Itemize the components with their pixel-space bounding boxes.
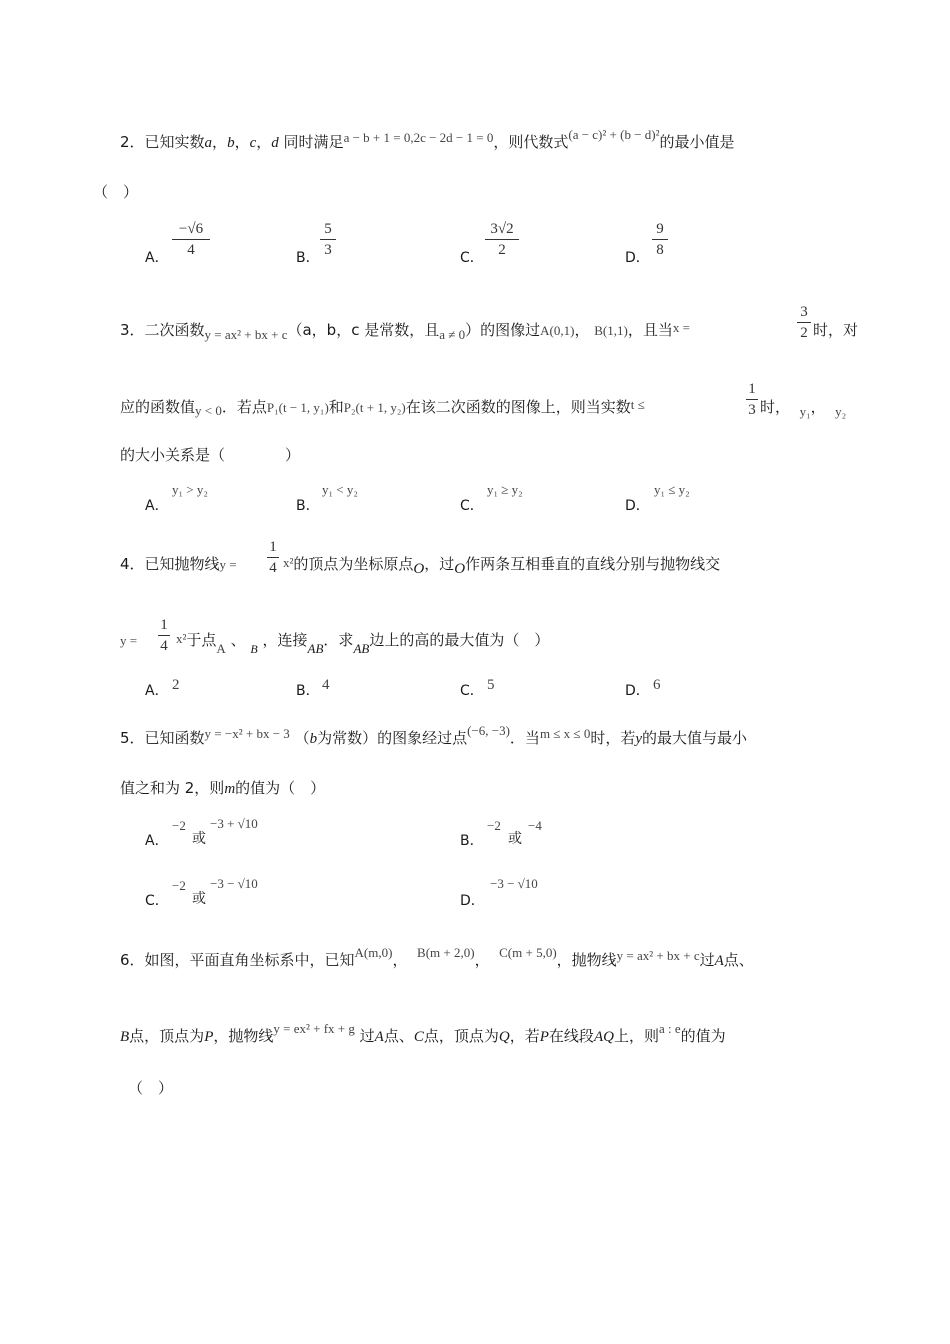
q6-stem-i: 点，顶点为 — [423, 1027, 499, 1045]
q3-point-b: B(1,1) — [594, 323, 628, 338]
q2-stem-b: 同时满足 — [283, 133, 344, 151]
q5-stem-f: 的最大值与最小 — [642, 729, 748, 747]
q4-l2-y-eq: y = — [120, 633, 138, 648]
q5-option-c-label: C． — [145, 893, 169, 909]
q3-comma2: ， — [810, 398, 826, 416]
q6-var-p: P — [204, 1029, 214, 1045]
q4-x2: x² — [283, 555, 294, 570]
q2-var-d: d — [271, 135, 279, 151]
q6-stem-h: 点、 — [383, 1027, 414, 1045]
q6-point-c: C(m + 5,0) — [499, 945, 557, 960]
q6-comma2: ， — [474, 951, 490, 969]
q6-comma1: ， — [392, 951, 408, 969]
q6-line1 — [120, 945, 754, 971]
q4-stem-e: 于点 — [186, 631, 217, 649]
q3-stem-f: 应的函数值 — [120, 398, 196, 416]
q3-y2: y₂ — [835, 404, 847, 419]
q2-expression: (a − c)² + (b − d)² — [568, 127, 660, 142]
q4-line1-a — [120, 554, 237, 575]
q5-option-a-or: 或 — [192, 831, 206, 847]
q6-point-a: A(m,0) — [354, 945, 393, 960]
q4-option-d-label: D． — [625, 683, 650, 699]
q6-var-c: C — [413, 1029, 424, 1045]
q4-l2-x2: x² — [176, 631, 187, 646]
q5-option-d-v1: −3 − √10 — [490, 876, 538, 891]
q5-point: (−6, −3) — [467, 723, 510, 738]
q3-t-frac — [746, 380, 758, 419]
q5-stem-a: 5．已知函数 — [120, 729, 205, 747]
q2-option-b-den: 3 — [324, 242, 332, 258]
q2-option-a-num: −√6 — [178, 221, 204, 237]
q3-option-c-value: y₁ ≥ y₂ — [487, 482, 523, 497]
q3-stem-g: ．若点 — [221, 398, 267, 416]
q2-stem-c: ，则代数式 — [493, 133, 569, 151]
q5-stem-c: 为常数）的图象经过点 — [317, 729, 468, 747]
q3-line2-tail — [760, 397, 846, 418]
q4-stem-i: 边上的高的最大值为（ ） — [369, 631, 550, 649]
q4-line1-b — [283, 554, 720, 575]
q6-var-b: B — [120, 1029, 130, 1045]
q3-option-b-value: y₁ < y₂ — [322, 482, 358, 497]
q5-stem-g: 值之和为 2，则 — [120, 779, 225, 797]
q3-x-eq: x = — [672, 320, 690, 335]
q5-var-m: m — [224, 781, 236, 797]
q3-x-frac — [797, 303, 811, 342]
q3-stem-h: 和 — [328, 398, 344, 416]
q3-t-num: 1 — [748, 381, 756, 397]
q3-stem-j: 时， — [760, 398, 791, 416]
q4-point-a: A — [216, 641, 226, 656]
q3-option-a-value: y₁ > y₂ — [172, 482, 208, 497]
q4-ab-2: AB — [353, 641, 370, 656]
q3-x-num: 3 — [800, 304, 808, 320]
q4-ab-1: AB — [307, 641, 324, 656]
q4-stem-c: ，过 — [424, 555, 455, 573]
q3-option-a-label: A． — [145, 498, 169, 514]
q5-option-a-label: A． — [145, 833, 169, 849]
q4-line2-b — [176, 630, 550, 656]
q3-stem-e: 时，对 — [813, 321, 859, 339]
q5-option-a-v1: −2 — [172, 818, 186, 833]
q6-stem-a: 6．如图，平面直角坐标系中，已知 — [120, 951, 355, 969]
q3-stem-b: （a，b，c 是常数，且 — [287, 321, 440, 339]
q6-stem-d: 点、 — [723, 951, 754, 969]
q3-cond: a ≠ 0 — [439, 327, 466, 342]
q2-option-d-frac — [652, 220, 668, 259]
q4-option-c-value: 5 — [487, 677, 495, 693]
q6-stem-b: ，抛物线 — [556, 951, 617, 969]
q2-stem-a: 2．已知实数 — [120, 133, 205, 151]
q4-frac-1 — [267, 538, 279, 577]
q3-option-c-label: C． — [460, 498, 484, 514]
q4-line2-a — [120, 630, 137, 651]
q2-var-c: c — [249, 135, 257, 151]
q2-line1 — [120, 127, 735, 153]
q6-var-q: Q — [498, 1029, 510, 1045]
q2-stem-d: 的最小值是 — [659, 133, 735, 151]
q3-line3: 的大小关系是（ ） — [120, 446, 301, 464]
q3-stem-i: 在该二次函数的图像上，则当实数 — [405, 398, 631, 416]
q3-t-le: t ≤ — [630, 397, 645, 412]
q4-frac-2-den: 4 — [160, 638, 168, 654]
q4-frac-1-num: 1 — [269, 539, 277, 555]
q4-frac-2 — [158, 616, 170, 655]
q6-var-a2: A — [374, 1029, 384, 1045]
q6-stem-e: 点，顶点为 — [129, 1027, 205, 1045]
q4-stem-f: 、 — [230, 631, 246, 649]
q2-option-a-label: A． — [145, 250, 169, 266]
q5-option-c-or: 或 — [192, 891, 206, 907]
q5-line1 — [120, 723, 748, 749]
q5-range: m ≤ x ≤ 0 — [539, 726, 591, 741]
q3-stem-a: 3．二次函数 — [120, 321, 205, 339]
q4-option-a-label: A． — [145, 683, 169, 699]
q5-stem-e: 时，若 — [590, 729, 636, 747]
q2-option-a-den: 4 — [187, 242, 195, 258]
q4-frac-1-den: 4 — [269, 560, 277, 576]
q6-stem-j: ，若 — [509, 1027, 540, 1045]
q6-point-b: B(m + 2,0) — [417, 945, 475, 960]
q5-func: y = −x² + bx − 3 — [204, 726, 290, 741]
q3-stem-c: ）的图像过 — [465, 321, 541, 339]
q2-option-b-label: B． — [296, 250, 320, 266]
q4-stem-b: 的顶点为坐标原点 — [293, 555, 414, 573]
q5-option-b-or: 或 — [508, 831, 522, 847]
q4-y-eq: y = — [219, 557, 237, 572]
q4-stem-a: 4．已知抛物线 — [120, 555, 220, 573]
q5-var-y: y — [635, 731, 643, 747]
q5-stem-h: 的值为（ ） — [235, 779, 326, 797]
q6-segment-aq: AQ — [593, 1029, 614, 1045]
q5-stem-d: ．当 — [509, 729, 540, 747]
q4-origin-2: O — [454, 561, 466, 577]
q4-origin-1: O — [413, 561, 425, 577]
q3-option-b-label: B． — [296, 498, 320, 514]
q2-condition: a − b + 1 = 0,2c − 2d − 1 = 0 — [343, 130, 494, 145]
q6-ratio: a : e — [658, 1021, 681, 1036]
q2-answer-paren: （ ） — [93, 183, 139, 201]
q5-var-b: b — [309, 731, 318, 747]
q3-x-den: 2 — [800, 325, 808, 341]
q2-option-c-frac — [485, 220, 519, 259]
q6-parabola-2: y = ex² + fx + g — [273, 1021, 355, 1036]
q5-option-b-v2: −4 — [528, 818, 542, 833]
q3-func: y = ax² + bx + c — [204, 327, 288, 342]
q6-answer-paren: （ ） — [128, 1079, 174, 1097]
q3-p2: P₂(t + 1, y₂) — [343, 400, 406, 415]
q5-option-b-v1: −2 — [487, 818, 501, 833]
q3-stem-d: ，且当 — [627, 321, 673, 339]
q6-stem-g: 过 — [359, 1027, 375, 1045]
q3-comma: ， — [574, 321, 590, 339]
q6-stem-l: 上，则 — [613, 1027, 659, 1045]
q3-line2 — [120, 397, 645, 418]
q5-option-d-label: D． — [460, 893, 485, 909]
q2-option-a-frac — [172, 220, 210, 259]
q3-point-a: A(0,1) — [540, 323, 575, 338]
q4-option-a-value: 2 — [172, 677, 180, 693]
q4-option-b-value: 4 — [322, 677, 330, 693]
q3-option-d-value: y₁ ≤ y₂ — [654, 482, 690, 497]
q2-var-b: b — [227, 135, 235, 151]
q2-sep2: ， — [234, 133, 250, 151]
q2-sep3: ， — [256, 133, 272, 151]
q3-y1: y₁ — [799, 404, 811, 419]
q5-option-c-v2: −3 − √10 — [210, 876, 258, 891]
q3-option-d-label: D． — [625, 498, 650, 514]
q2-option-c-num: 3√2 — [490, 221, 514, 237]
q5-option-b-label: B． — [460, 833, 484, 849]
q5-line2 — [120, 778, 325, 799]
q4-stem-d: 作两条互相垂直的直线分别与抛物线交 — [465, 555, 721, 573]
q2-var-a: a — [204, 135, 213, 151]
q4-option-d-value: 6 — [653, 677, 661, 693]
q4-point-b: B — [250, 642, 258, 656]
q6-stem-m: 的值为 — [680, 1027, 726, 1045]
q3-t-den: 3 — [748, 402, 756, 418]
q6-var-a: A — [714, 953, 724, 969]
q2-option-c-den: 2 — [498, 242, 506, 258]
q2-option-d-label: D． — [625, 250, 650, 266]
q2-sep1: ， — [212, 133, 228, 151]
q2-option-b-num: 5 — [324, 221, 332, 237]
q5-option-a-v2: −3 + √10 — [210, 816, 258, 831]
q2-option-b-frac — [320, 220, 336, 259]
q4-stem-h: ．求 — [323, 631, 354, 649]
q6-stem-f: ，抛物线 — [213, 1027, 274, 1045]
q5-option-c-v1: −2 — [172, 878, 186, 893]
q4-option-c-label: C． — [460, 683, 484, 699]
q6-stem-c: 过 — [699, 951, 715, 969]
q2-option-d-num: 9 — [656, 221, 664, 237]
q6-line2 — [120, 1021, 726, 1047]
q4-option-b-label: B． — [296, 683, 320, 699]
q6-parabola-1: y = ax² + bx + c — [616, 948, 700, 963]
q5-paren-open: （ — [294, 729, 310, 747]
q6-var-p2: P — [539, 1029, 549, 1045]
q3-p1: P₁(t − 1, y₁) — [266, 400, 329, 415]
q4-stem-g: ，连接 — [262, 631, 308, 649]
q2-option-d-den: 8 — [656, 242, 664, 258]
q3-y-neg: y < 0 — [195, 403, 222, 418]
q2-option-c-label: C． — [460, 250, 484, 266]
q6-stem-k: 在线段 — [548, 1027, 594, 1045]
q4-frac-2-num: 1 — [160, 617, 168, 633]
q3-line1 — [120, 320, 690, 341]
